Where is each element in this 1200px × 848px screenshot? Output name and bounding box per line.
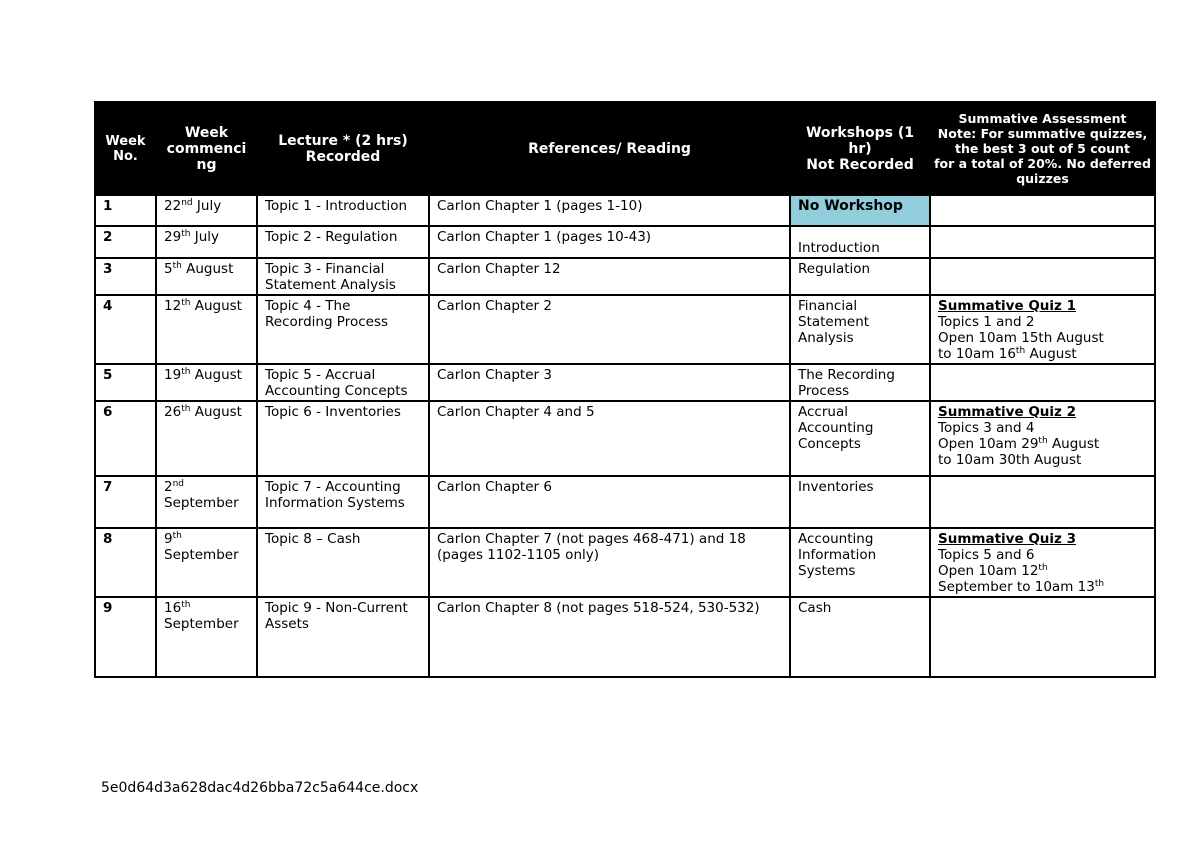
- quiz-topics: Topics 1 and 2: [938, 314, 1035, 330]
- week-date: 26th August: [156, 401, 257, 476]
- reading: Carlon Chapter 1 (pages 1-10): [429, 195, 790, 226]
- quiz-open: Open 10am 29th August: [938, 436, 1100, 452]
- workshop: Accounting Information Systems: [790, 528, 930, 597]
- quiz-topics: Topics 3 and 4: [938, 420, 1035, 436]
- assessment: [930, 597, 1155, 677]
- reading: Carlon Chapter 1 (pages 10-43): [429, 226, 790, 258]
- lecture-topic: Topic 9 - Non-Current Assets: [257, 597, 429, 677]
- header-workshops: [790, 102, 930, 195]
- lecture-topic: Topic 5 - Accrual Accounting Concepts: [257, 364, 429, 401]
- week-date: 16th September: [156, 597, 257, 677]
- table-row: [95, 528, 1155, 597]
- reading: Carlon Chapter 6: [429, 476, 790, 528]
- week-number: 3: [95, 258, 156, 295]
- workshop: Financial Statement Analysis: [790, 295, 930, 364]
- lecture-topic: Topic 7 - Accounting Information Systems: [257, 476, 429, 528]
- quiz-close: September to 10am 13th: [938, 579, 1105, 595]
- table-row: [95, 597, 1155, 677]
- workshop: Accrual Accounting Concepts: [790, 401, 930, 476]
- table-row: [95, 401, 1155, 476]
- schedule-table: [94, 101, 1156, 678]
- lecture-topic: Topic 1 - Introduction: [257, 195, 429, 226]
- quiz-title: Summative Quiz 3: [938, 531, 1076, 547]
- quiz-open: Open 10am 12th: [938, 563, 1048, 579]
- week-number: 9: [95, 597, 156, 677]
- document-filename: 5e0d64d3a628dac4d26bba72c5a644ce.docx: [101, 780, 419, 796]
- header-week-no: Week No.: [95, 102, 156, 195]
- week-number: 8: [95, 528, 156, 597]
- header-summative: [930, 102, 1155, 195]
- table-row: [95, 364, 1155, 401]
- week-number: 5: [95, 364, 156, 401]
- quiz-open: Open 10am 15th August: [938, 330, 1104, 346]
- header-summative-line2: Note: For summative quizzes, the best 3 out of 5 count: [937, 126, 1148, 156]
- header-references: References/ Reading: [429, 102, 790, 195]
- lecture-topic: Topic 8 – Cash: [257, 528, 429, 597]
- workshop: Cash: [790, 597, 930, 677]
- header-week-commencing: Week commenci ng: [156, 102, 257, 195]
- header-summative-line1: Summative Assessment: [958, 111, 1127, 126]
- header-lecture: Lecture * (2 hrs) Recorded: [257, 102, 429, 195]
- reading: Carlon Chapter 2: [429, 295, 790, 364]
- table-row: [95, 476, 1155, 528]
- workshop: Inventories: [790, 476, 930, 528]
- workshop: Introduction: [790, 226, 930, 258]
- assessment-quiz-2: [930, 401, 1155, 476]
- quiz-title: Summative Quiz 2: [938, 404, 1076, 420]
- assessment: [930, 364, 1155, 401]
- lecture-topic: Topic 4 - The Recording Process: [257, 295, 429, 364]
- assessment-quiz-3: [930, 528, 1155, 597]
- reading: Carlon Chapter 7 (not pages 468-471) and 18 (pages 1102-1105 only): [429, 528, 790, 597]
- week-date: 29th July: [156, 226, 257, 258]
- week-number: 1: [95, 195, 156, 226]
- header-workshops-line2: Not Recorded: [806, 156, 914, 173]
- assessment: [930, 195, 1155, 226]
- workshop-no-workshop: No Workshop: [790, 195, 930, 226]
- week-number: 4: [95, 295, 156, 364]
- header-summative-line3: for a total of 20%. No deferred quizzes: [934, 156, 1151, 186]
- quiz-close: to 10am 16th August: [938, 346, 1077, 362]
- lecture-topic: Topic 2 - Regulation: [257, 226, 429, 258]
- assessment: [930, 476, 1155, 528]
- header-workshops-line1: Workshops (1 hr): [805, 124, 915, 157]
- week-date: 5th August: [156, 258, 257, 295]
- week-number: 6: [95, 401, 156, 476]
- table-row: [95, 295, 1155, 364]
- quiz-close: to 10am 30th August: [938, 452, 1082, 468]
- week-number: 7: [95, 476, 156, 528]
- lecture-topic: Topic 6 - Inventories: [257, 401, 429, 476]
- table-row: [95, 258, 1155, 295]
- workshop: The Recording Process: [790, 364, 930, 401]
- workshop: Regulation: [790, 258, 930, 295]
- quiz-title: Summative Quiz 1: [938, 298, 1076, 314]
- assessment: [930, 226, 1155, 258]
- header-row: [95, 102, 1155, 195]
- reading: Carlon Chapter 8 (not pages 518-524, 530-532): [429, 597, 790, 677]
- week-date: 9th September: [156, 528, 257, 597]
- reading: Carlon Chapter 4 and 5: [429, 401, 790, 476]
- assessment: [930, 258, 1155, 295]
- week-number: 2: [95, 226, 156, 258]
- quiz-topics: Topics 5 and 6: [938, 547, 1035, 563]
- table-row: [95, 226, 1155, 258]
- assessment-quiz-1: [930, 295, 1155, 364]
- reading: Carlon Chapter 12: [429, 258, 790, 295]
- week-date: 22nd July: [156, 195, 257, 226]
- week-date: 19th August: [156, 364, 257, 401]
- lecture-topic: Topic 3 - Financial Statement Analysis: [257, 258, 429, 295]
- reading: Carlon Chapter 3: [429, 364, 790, 401]
- week-date: 2nd September: [156, 476, 257, 528]
- week-date: 12th August: [156, 295, 257, 364]
- table-row: [95, 195, 1155, 226]
